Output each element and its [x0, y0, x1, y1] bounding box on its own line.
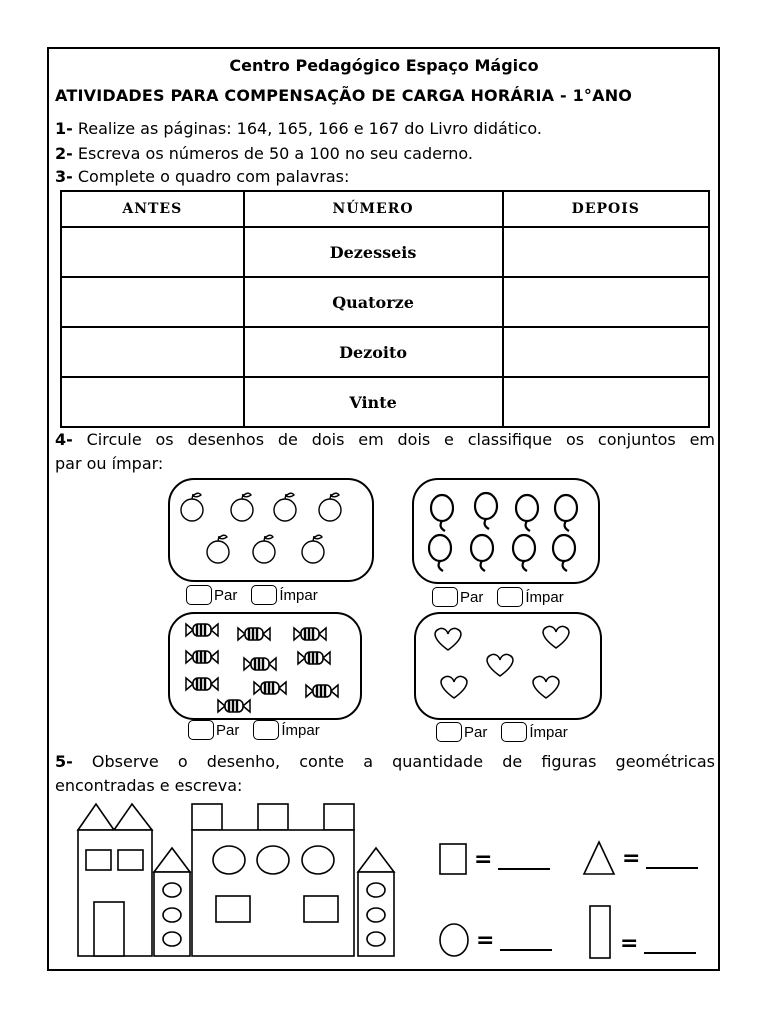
question-4-line1: 4- Circule os desenhos de dois em dois e classifique os conjuntos em: [55, 430, 715, 449]
triangle-count: =: [582, 840, 698, 876]
table-row: [61, 327, 709, 377]
orange-set-box: [168, 478, 374, 582]
rectangle-icon: [588, 904, 614, 960]
question-5-line2: encontradas e escreva:: [55, 776, 243, 795]
impar-checkbox[interactable]: [497, 587, 523, 607]
col-header-depois: DEPOIS: [503, 191, 709, 227]
question-1: 1- Realize as páginas: 164, 165, 166 e 167 do Livro didático.: [55, 119, 542, 138]
set3-options: Par Ímpar: [188, 720, 320, 740]
par-checkbox[interactable]: [436, 722, 462, 742]
heart-set-box: [414, 612, 602, 720]
square-count: =: [438, 842, 550, 876]
balloon-icon: [414, 480, 598, 582]
table-row: [61, 227, 709, 277]
antes-cell[interactable]: [61, 377, 244, 427]
impar-checkbox[interactable]: [501, 722, 527, 742]
depois-cell[interactable]: [503, 327, 709, 377]
par-checkbox[interactable]: [432, 587, 458, 607]
candy-icon: [170, 614, 360, 718]
impar-checkbox[interactable]: [253, 720, 279, 740]
table-row: [61, 277, 709, 327]
set1-options: Par Ímpar: [186, 585, 318, 605]
numero-cell: Quatorze: [244, 277, 503, 327]
square-icon: [438, 842, 468, 876]
circle-count: =: [438, 922, 552, 958]
impar-checkbox[interactable]: [251, 585, 277, 605]
square-answer-blank[interactable]: [498, 848, 550, 870]
question-3: 3- Complete o quadro com palavras:: [55, 167, 350, 186]
par-checkbox[interactable]: [188, 720, 214, 740]
circle-icon: [438, 922, 470, 958]
rectangle-count: =: [588, 904, 696, 960]
rectangle-answer-blank[interactable]: [644, 932, 696, 954]
balloon-set-box: [412, 478, 600, 584]
numero-cell: Vinte: [244, 377, 503, 427]
triangle-icon: [582, 840, 616, 876]
depois-cell[interactable]: [503, 377, 709, 427]
table-row: [61, 377, 709, 427]
castle-drawing: [74, 800, 404, 960]
numero-cell: Dezoito: [244, 327, 503, 377]
circle-answer-blank[interactable]: [500, 929, 552, 951]
par-checkbox[interactable]: [186, 585, 212, 605]
number-table: [60, 190, 710, 428]
antes-cell[interactable]: [61, 277, 244, 327]
triangle-answer-blank[interactable]: [646, 847, 698, 869]
school-name: Centro Pedagógico Espaço Mágico: [229, 56, 539, 75]
col-header-antes: ANTES: [61, 191, 244, 227]
antes-cell[interactable]: [61, 227, 244, 277]
orange-icon: [170, 480, 372, 580]
antes-cell[interactable]: [61, 327, 244, 377]
question-2: 2- Escreva os números de 50 a 100 no seu caderno.: [55, 144, 473, 163]
numero-cell: Dezesseis: [244, 227, 503, 277]
candy-set-box: [168, 612, 362, 720]
depois-cell[interactable]: [503, 277, 709, 327]
set4-options: Par Ímpar: [436, 722, 568, 742]
question-4-line2: par ou ímpar:: [55, 454, 164, 473]
depois-cell[interactable]: [503, 227, 709, 277]
set2-options: Par Ímpar: [432, 587, 564, 607]
heart-icon: [416, 614, 600, 718]
col-header-numero: NÚMERO: [244, 191, 503, 227]
worksheet-title: ATIVIDADES PARA COMPENSAÇÃO DE CARGA HORÁRIA - 1°ANO: [55, 86, 633, 105]
question-5-line1: 5- Observe o desenho, conte a quantidade de figuras geométricas: [55, 752, 715, 771]
